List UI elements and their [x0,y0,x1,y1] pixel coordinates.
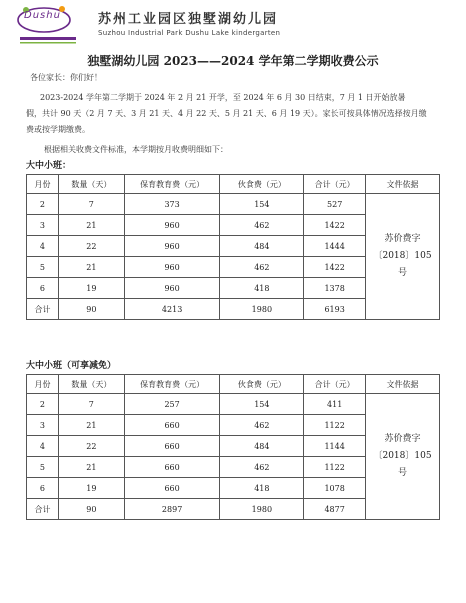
col-header-total: 合计（元） [304,375,366,394]
cell-total: 1444 [304,236,366,257]
cell-tuition: 373 [124,194,220,215]
org-name-chinese: 苏州工业园区独墅湖幼儿园 [98,12,279,27]
col-header-month: 月份 [27,175,59,194]
col-header-tuition: 保育教育费（元） [124,375,220,394]
basis-line-2: 〔2018〕105 [373,451,432,461]
table-header-row [27,375,440,394]
cell-total: 411 [304,394,366,415]
cell-meals: 462 [220,257,304,278]
col-header-month: 月份 [27,375,59,394]
logo-wordmark: Dushu [24,10,61,21]
cell-meals: 154 [220,194,304,215]
cell-month: 5 [27,257,59,278]
col-header-days: 数量（天） [58,375,124,394]
cell-tuition: 257 [124,394,220,415]
cell-tuition: 4213 [124,299,220,320]
col-header-basis: 文件依据 [366,175,440,194]
cell-days: 7 [58,394,124,415]
cell-month: 2 [27,394,59,415]
cell-meals: 462 [220,215,304,236]
cell-meals: 1980 [220,299,304,320]
cell-total: 527 [304,194,366,215]
basis-line-3: 号 [398,468,408,478]
letterhead [14,4,454,48]
cell-days: 22 [58,436,124,457]
cell-meals: 484 [220,236,304,257]
cell-tuition: 660 [124,478,220,499]
cell-meals: 462 [220,415,304,436]
cell-total: 4877 [304,499,366,520]
cell-month: 4 [27,436,59,457]
cell-total: 1422 [304,257,366,278]
cell-month: 3 [27,415,59,436]
cell-total: 1144 [304,436,366,457]
intro-line-2: 假，共计 90 天（2 月 7 天、3 月 21 天、4 月 22 天、5 月 21 天、6 月 19 天）。家长可按具体情况选择按月缴 [26,109,427,118]
col-header-days: 数量（天） [58,175,124,194]
cell-document-basis [366,394,440,520]
col-header-basis: 文件依据 [366,375,440,394]
col-header-tuition: 保育教育费（元） [124,175,220,194]
cell-tuition: 960 [124,278,220,299]
cell-days: 7 [58,194,124,215]
intro-line-1: 2023-2024 学年第二学期于 2024 年 2 月 21 开学，至 2024 年 6 月 30 日结束，7 月 1 日开始放暑 [40,93,406,102]
col-header-total: 合计（元） [304,175,366,194]
cell-document-basis [366,194,440,320]
kindergarten-logo [14,4,92,48]
cell-tuition: 960 [124,215,220,236]
cell-days: 21 [58,457,124,478]
basis-line-1: 苏价费字 [384,234,421,244]
fee-table-regular [26,174,440,320]
greeting: 各位家长：你们好！ [30,73,102,82]
cell-month: 6 [27,478,59,499]
table-header-row [27,175,440,194]
cell-month: 合计 [27,299,59,320]
org-name-english: Suzhou Industrial Park Dushu Lake kindergarten [98,29,281,37]
cell-total: 1378 [304,278,366,299]
cell-month: 4 [27,236,59,257]
basis-line-2: 〔2018〕105 [373,251,432,261]
cell-month: 5 [27,457,59,478]
cell-days: 21 [58,257,124,278]
cell-total: 6193 [304,299,366,320]
cell-days: 19 [58,278,124,299]
cell-meals: 154 [220,394,304,415]
basis-note: 根据相关收费文件标准，本学期按月收费明细如下： [44,145,228,154]
cell-month: 2 [27,194,59,215]
cell-total: 1122 [304,457,366,478]
section-title-regular: 大中小班： [26,161,72,171]
cell-tuition: 960 [124,236,220,257]
table-row [27,394,440,415]
section-title-discounted: 大中小班（可享减免） [26,361,117,371]
intro-line-3: 费或按学期缴费。 [26,125,90,134]
cell-meals: 1980 [220,499,304,520]
table-row [27,194,440,215]
fee-table-discounted [26,374,440,520]
cell-meals: 418 [220,478,304,499]
cell-tuition: 660 [124,415,220,436]
cell-meals: 462 [220,457,304,478]
cell-tuition: 960 [124,257,220,278]
basis-line-3: 号 [398,268,408,278]
cell-total: 1122 [304,415,366,436]
cell-meals: 418 [220,278,304,299]
cell-days: 90 [58,499,124,520]
cell-tuition: 660 [124,436,220,457]
document-title: 独墅湖幼儿园 2023——2024 学年第二学期收费公示 [87,54,379,68]
cell-month: 6 [27,278,59,299]
cell-days: 19 [58,478,124,499]
cell-days: 21 [58,415,124,436]
cell-month: 3 [27,215,59,236]
cell-meals: 484 [220,436,304,457]
cell-total: 1422 [304,215,366,236]
col-header-meals: 伙食费（元） [220,375,304,394]
col-header-meals: 伙食费（元） [220,175,304,194]
cell-total: 1078 [304,478,366,499]
cell-tuition: 2897 [124,499,220,520]
cell-days: 21 [58,215,124,236]
cell-tuition: 660 [124,457,220,478]
cell-month: 合计 [27,499,59,520]
cell-days: 90 [58,299,124,320]
cell-days: 22 [58,236,124,257]
basis-line-1: 苏价费字 [384,434,421,444]
